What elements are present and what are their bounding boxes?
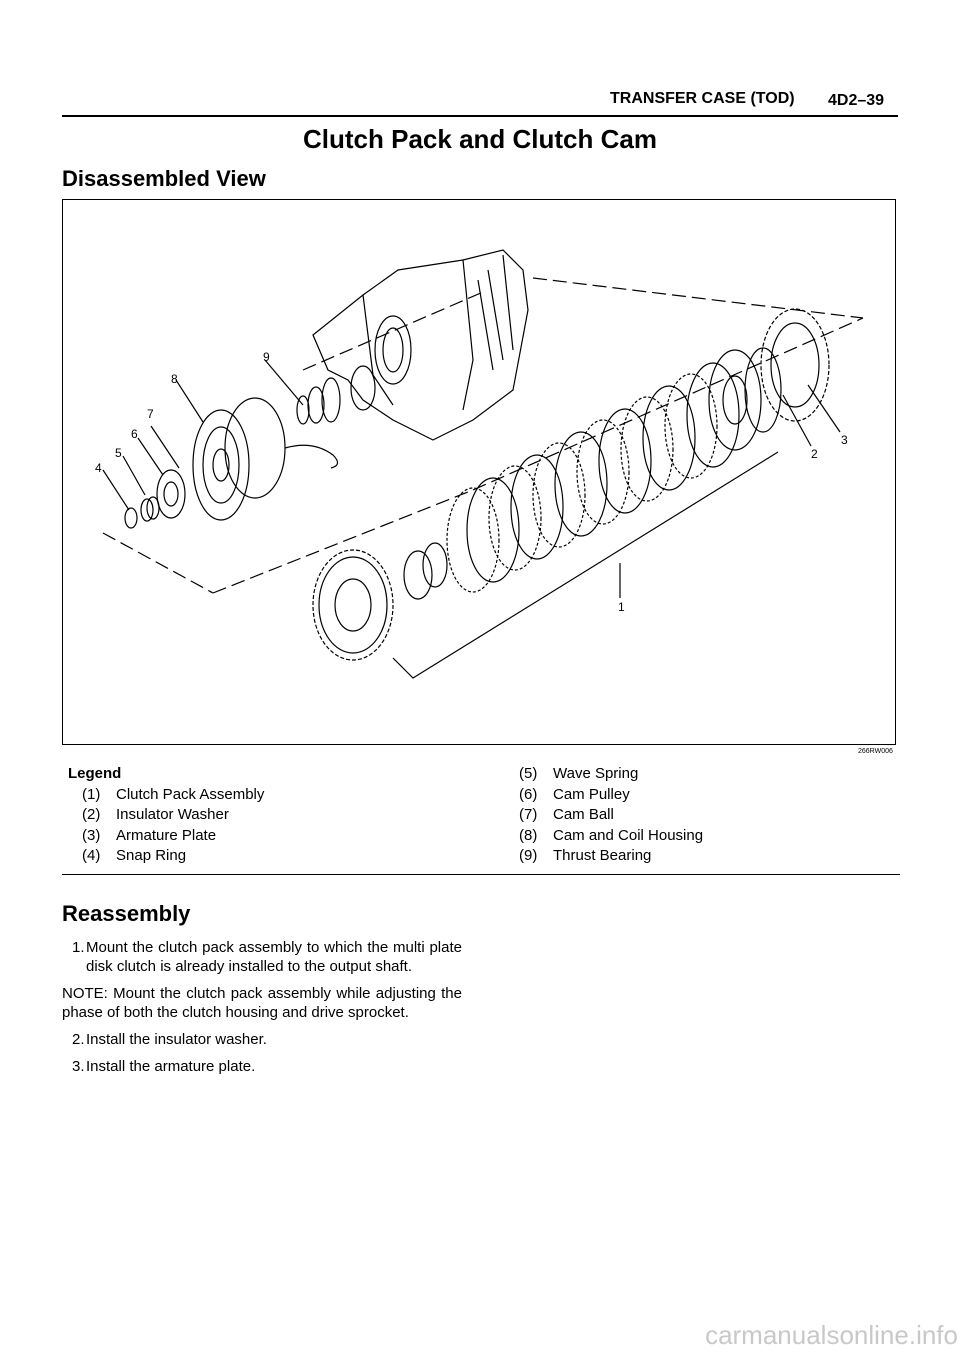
page-title: Clutch Pack and Clutch Cam [303,124,657,154]
step-text: Install the armature plate. [86,1058,256,1075]
section-title: Disassembled View [62,166,266,191]
legend-label: Cam Pulley [553,785,630,803]
step-number: 2. [72,1031,85,1048]
step-number: 3. [72,1058,85,1075]
axis-line [303,292,483,370]
legend-left-column [68,764,264,867]
cam-pulley [157,470,185,518]
legend-label: Cam Ball [553,806,614,823]
legend-number: (4) [82,847,101,864]
callout-leader-9 [265,360,303,405]
legend-item [68,826,264,847]
legend-divider [62,874,900,875]
step-3 [62,1057,462,1076]
callout-leader-5 [123,456,145,495]
legend-item [519,805,703,826]
legend-label: Cam and Coil Housing [553,826,704,844]
step-2 [62,1030,462,1049]
watermark: carmanualsonline.info [705,1320,958,1350]
note-text: NOTE: Mount the clutch pack assembly while adjusting the phase of both the clutch housing and drive sprocket. [62,985,462,1021]
axis-line [533,278,863,318]
legend-item [519,764,703,785]
armature-plate [771,323,819,407]
legend-label: Thrust Bearing [553,847,652,864]
header-page-number: 4D2–39 [828,92,885,109]
callout-1: 1 [618,600,625,614]
legend-item [68,846,264,867]
callout-3: 3 [841,433,848,447]
legend-label: Insulator Washer [116,806,229,823]
callout-leader-4 [103,470,129,510]
thrust-bearing-part [308,387,324,423]
thrust-bearing-part [322,378,340,422]
header-section-title: TRANSFER CASE (TOD) [610,90,795,107]
reassembly-heading: Reassembly [62,901,191,926]
exploded-view-figure [62,199,896,745]
axis-line [103,533,213,593]
legend-item [519,826,703,847]
callout-5: 5 [115,446,122,460]
cam-pulley [164,482,178,506]
exploded-view-drawing [63,200,897,746]
legend-label: Snap Ring [116,847,187,864]
transfer-case-housing [313,250,528,440]
legend-right-column [519,764,703,867]
legend-number: (9) [519,847,538,864]
step-text: Install the insulator washer. [86,1031,267,1048]
callout-leader-6 [138,438,163,475]
legend-number: (7) [519,806,538,823]
legend-number: (1) [82,785,101,803]
cam-coil-housing [193,398,338,520]
reassembly-steps [62,938,462,1084]
callout-leader-7 [151,426,179,468]
callout-4: 4 [95,461,102,475]
callout-8: 8 [171,372,178,386]
callout-9: 9 [263,350,270,364]
snap-ring [125,508,137,528]
drive-gear [313,543,447,660]
legend-item [68,805,264,826]
legend-number: (8) [519,826,538,844]
axis-line [213,490,473,593]
step-1 [62,938,462,976]
legend-label: Wave Spring [553,765,639,782]
callout-7: 7 [147,407,154,421]
legend-item [519,785,703,806]
legend-label: Armature Plate [116,826,217,844]
step-number: 1. [72,939,85,956]
legend-heading: Legend [68,765,122,782]
legend-item [68,785,264,806]
callout-leader-2 [783,395,811,446]
legend-number: (3) [82,826,101,844]
callout-2: 2 [811,447,818,461]
legend-item [519,846,703,867]
header-rule [62,115,898,117]
figure-code: 266RW006 [858,748,893,755]
callout-leader-3 [808,385,840,432]
callout-6: 6 [131,427,138,441]
legend-number: (2) [82,806,101,823]
step-text: Mount the clutch pack assembly to which the multi plate disk clutch is already installed to the output shaft. [86,939,462,975]
clutch-plates [447,350,761,592]
legend-number: (5) [519,765,538,782]
callout-leader-8 [176,380,203,422]
legend-label: Clutch Pack Assembly [116,785,265,803]
legend-number: (6) [519,785,538,803]
